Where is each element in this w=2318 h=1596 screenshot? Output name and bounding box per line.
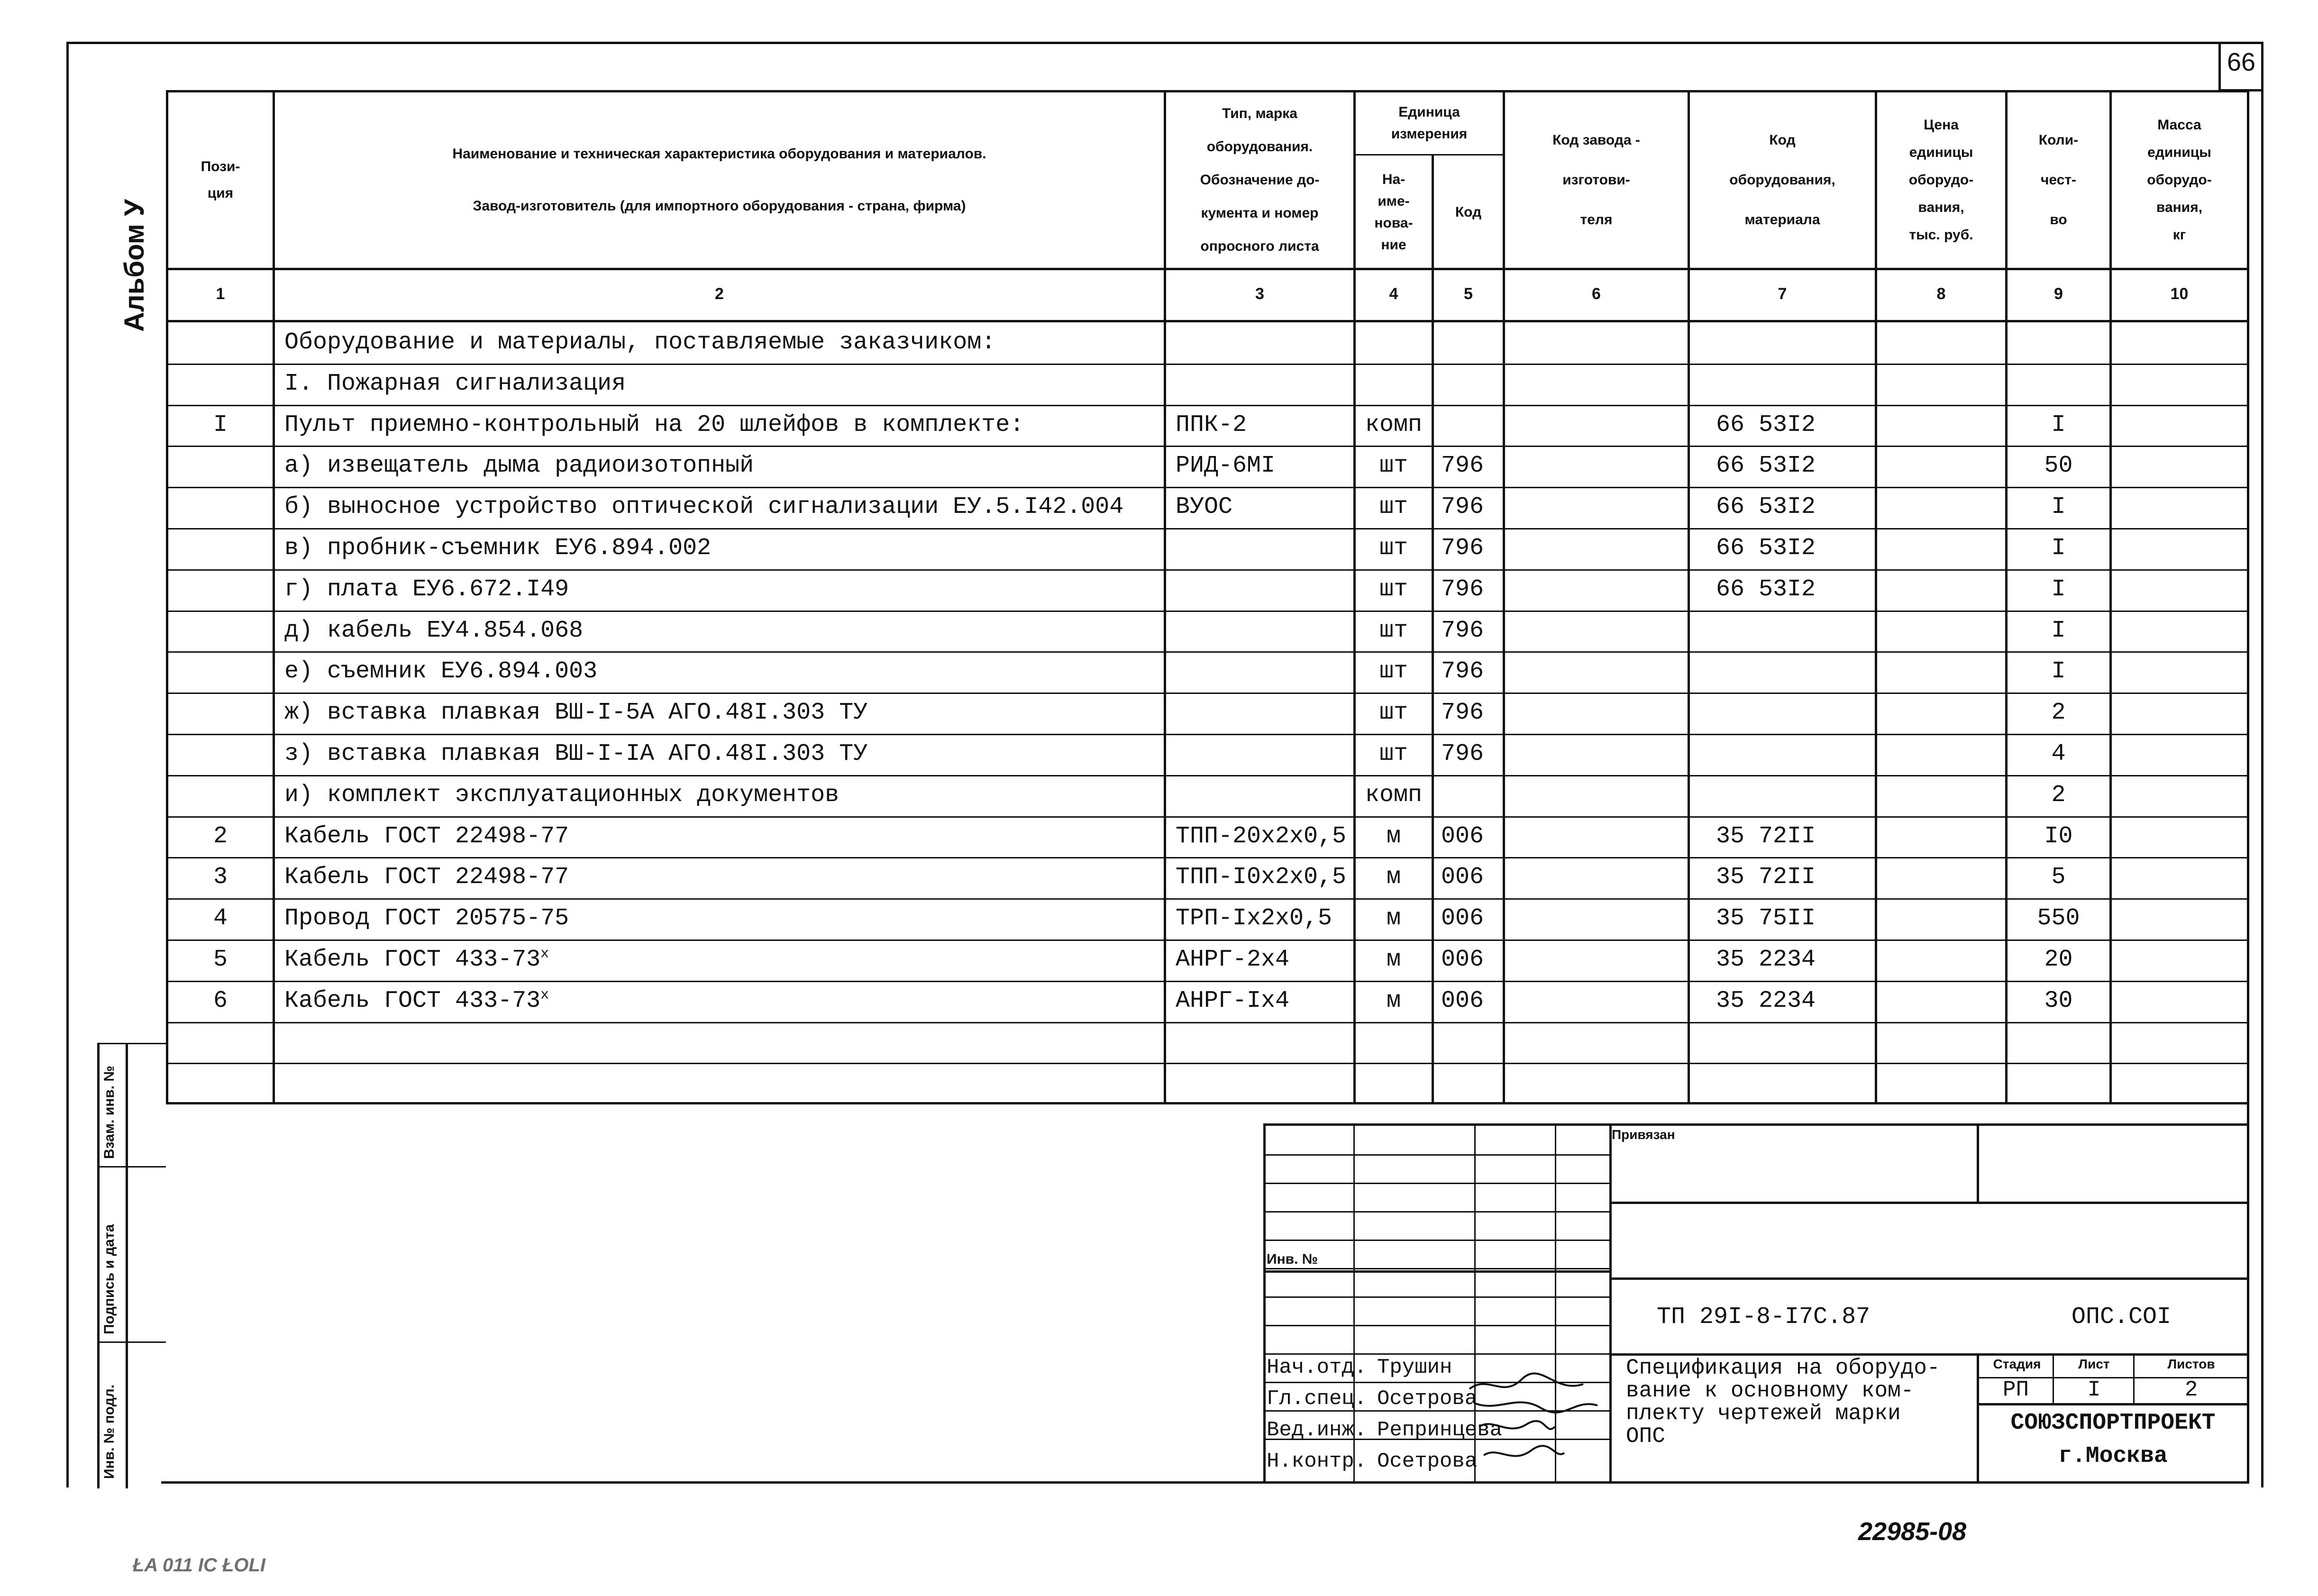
cell-equip: 35 72II (1716, 823, 1816, 850)
cell-name: Провод ГОСТ 20575-75 (284, 905, 569, 932)
cell-name-superscript: х (540, 987, 549, 1003)
cell-type: АНРГ-Iх4 (1176, 987, 1290, 1014)
cell-factory (1505, 734, 1688, 775)
hdr-col1: Пози- ция (201, 159, 240, 201)
cell-name-text: Кабель ГОСТ 433-73 (284, 987, 541, 1014)
cell-qty (2008, 322, 2109, 363)
tb-sheets: 2 (2184, 1377, 2198, 1402)
handwritten-signatures (1460, 1370, 1602, 1479)
cell-pos (168, 1022, 273, 1063)
cell-equip: 35 2234 (1716, 946, 1816, 973)
sheet-box-left (2218, 42, 2221, 89)
tb-left (1263, 1123, 1266, 1484)
hdr-col4: На- име- нова- ние (1374, 171, 1413, 253)
tb-stage-label: Стадия (1993, 1357, 2041, 1371)
cell-type (1176, 322, 1353, 363)
cell-type: ВУОС (1176, 493, 1233, 520)
stamp-mid (126, 1043, 128, 1488)
cell-code (1441, 1063, 1503, 1104)
stamp-vzam-inv: Взам. инв. № (101, 1066, 117, 1159)
cell-equip (1716, 322, 1875, 363)
cell-pos: 6 (213, 987, 228, 1014)
cell-mass (2112, 939, 2247, 980)
hdr-col6: Код завода - изготови- теля (1552, 132, 1640, 228)
cell-equip (1716, 693, 1875, 733)
cell-mass (2112, 487, 2247, 528)
cell-qty: 30 (2044, 987, 2073, 1014)
cell-mass (2112, 898, 2247, 939)
colnum-5: 5 (1464, 285, 1473, 303)
tb-privyazan: Привязан (1612, 1127, 1675, 1142)
cell-factory (1505, 405, 1688, 446)
frame-left (66, 42, 69, 1487)
cell-equip: 66 53I2 (1716, 411, 1816, 438)
cell-type: ТПП-I0х2х0,5 (1176, 864, 1347, 891)
sig-row-line (1263, 1211, 1609, 1213)
cell-code: 796 (1441, 576, 1484, 603)
frame-top (66, 42, 2261, 44)
cell-unit: комп (1365, 411, 1423, 438)
cell-price (1877, 528, 2005, 569)
sig-row-line (1263, 1353, 1609, 1355)
cell-type (1176, 1022, 1353, 1063)
cell-mass (2112, 857, 2247, 898)
tb-sheet: I (2087, 1377, 2101, 1402)
cell-unit: м (1386, 823, 1401, 850)
cell-name: Оборудование и материалы, поставляемые заказчиком: (284, 329, 996, 356)
cell-unit: шт (1379, 452, 1408, 479)
cell-mass (2112, 981, 2247, 1021)
cell-code: 796 (1441, 699, 1484, 726)
colnum-8: 8 (1936, 285, 1946, 303)
cell-factory (1505, 569, 1688, 610)
cell-unit: шт (1379, 740, 1408, 767)
cell-equip (1716, 734, 1875, 775)
cell-factory (1505, 693, 1688, 733)
tb-right (2247, 1102, 2249, 1484)
table-bottom (166, 1102, 2249, 1104)
cell-factory (1505, 487, 1688, 528)
tb-sheets-label: Листов (2167, 1357, 2215, 1371)
cell-type (1176, 364, 1353, 404)
cell-type (1176, 651, 1353, 692)
cell-qty: 2 (2051, 782, 2066, 809)
cell-unit: м (1386, 946, 1401, 973)
cell-unit: шт (1379, 493, 1408, 520)
frame-right (2261, 42, 2263, 1487)
cell-factory (1505, 528, 1688, 569)
cell-price (1877, 446, 2005, 486)
cell-code: 006 (1441, 823, 1484, 850)
cell-factory (1505, 775, 1688, 816)
signature-role: Гл.спец. (1267, 1387, 1367, 1411)
cell-pos (168, 651, 273, 692)
cell-type: РИД-6МI (1176, 452, 1276, 479)
colnum-10: 10 (2170, 285, 2189, 303)
cell-price (1877, 857, 2005, 898)
cell-equip: 66 53I2 (1716, 493, 1816, 520)
cell-type: ППК-2 (1176, 411, 1247, 438)
cell-pos: I (213, 411, 228, 438)
cell-name: Кабель ГОСТ 22498-77 (284, 823, 569, 850)
tb-privyazan-split (1977, 1123, 1979, 1202)
hdr-col9: Коли- чест- во (2038, 132, 2079, 228)
cell-type: ТПП-20х2х0,5 (1176, 823, 1347, 850)
cell-mass (2112, 1063, 2247, 1104)
cell-name: I. Пожарная сигнализация (284, 370, 626, 397)
cell-equip (1716, 611, 1875, 651)
cell-code: 796 (1441, 452, 1484, 479)
sig-row-line (1263, 1183, 1609, 1184)
cell-price (1877, 364, 2005, 404)
tb-inv-no: Инв. № (1267, 1251, 1318, 1267)
tb-doc-title: Спецификация на оборудо- вание к основному ком- плекту чертежей марки ОПС (1626, 1356, 1940, 1449)
colnum-6: 6 (1592, 285, 1601, 303)
cell-price (1877, 816, 2005, 857)
cell-qty: I (2051, 535, 2066, 562)
cell-price (1877, 1022, 2005, 1063)
cell-equip (1716, 651, 1875, 692)
cell-factory (1505, 1022, 1688, 1063)
cell-pos: 5 (213, 946, 228, 973)
signature-name: Осетрова (1377, 1450, 1478, 1473)
cell-mass (2112, 816, 2247, 857)
cell-price (1877, 651, 2005, 692)
cell-code (1441, 1022, 1503, 1063)
cell-pos (168, 364, 273, 404)
cell-type (1176, 569, 1353, 610)
cell-pos (168, 569, 273, 610)
cell-equip: 66 53I2 (1716, 576, 1816, 603)
cell-pos (168, 446, 273, 486)
cell-qty: 2 (2051, 699, 2066, 726)
stamp-div1 (97, 1166, 166, 1167)
cell-factory (1505, 651, 1688, 692)
cell-name (284, 939, 1161, 980)
cell-price (1877, 981, 2005, 1021)
signature-name: Трушин (1377, 1356, 1452, 1379)
cell-type (1176, 611, 1353, 651)
hdr-unit: Единица измерения (1391, 104, 1468, 142)
cell-pos (168, 1063, 273, 1104)
cell-code: 796 (1441, 740, 1484, 767)
cell-mass (2112, 569, 2247, 610)
colnum-9: 9 (2054, 285, 2063, 303)
cell-mass (2112, 405, 2247, 446)
cell-unit (1356, 364, 1432, 404)
cell-mass (2112, 528, 2247, 569)
sig-inv-line (1263, 1270, 1609, 1273)
hdr-col3: Тип, марка оборудования. Обозначение до- кумента и номер опросного листа (1200, 106, 1320, 254)
cell-factory (1505, 816, 1688, 857)
stamp-top (97, 1043, 166, 1044)
cell-qty: I0 (2044, 823, 2073, 850)
colnum-3: 3 (1255, 285, 1264, 303)
cell-price (1877, 1063, 2005, 1104)
cell-unit (1356, 322, 1432, 363)
cell-name: в) пробник-съемник ЕУ6.894.002 (284, 535, 712, 562)
cell-pos: 3 (213, 864, 228, 891)
signature-role: Вед.инж. (1267, 1418, 1367, 1442)
cell-code: 796 (1441, 535, 1484, 562)
cell-name: д) кабель ЕУ4.854.068 (284, 617, 584, 644)
cell-pos (168, 775, 273, 816)
cell-type: ТРП-Iх2х0,5 (1176, 905, 1332, 932)
cell-name: ж) вставка плавкая ВШ-I-5А АГО.48I.303 ТУ (284, 699, 868, 726)
cell-mass (2112, 364, 2247, 404)
cell-unit: м (1386, 987, 1401, 1014)
cell-equip: 35 72II (1716, 864, 1816, 891)
cell-type (1176, 775, 1353, 816)
cell-type (1176, 528, 1353, 569)
hdr-col7: Код оборудования, материала (1729, 132, 1835, 228)
cell-type (1176, 693, 1353, 733)
cell-qty: I (2051, 411, 2066, 438)
cell-pos (168, 693, 273, 733)
cell-name: а) извещатель дыма радиоизотопный (284, 452, 754, 479)
sig-row-line (1263, 1240, 1609, 1241)
tb-top (1263, 1123, 2249, 1126)
stamp-inv-podl: Инв. № подл. (101, 1384, 117, 1479)
album-label: Альбом У (119, 199, 150, 332)
cell-equip: 66 53I2 (1716, 535, 1816, 562)
cell-qty: I (2051, 658, 2066, 685)
cell-code: 796 (1441, 493, 1484, 520)
cell-qty: 550 (2037, 905, 2080, 932)
cell-code (1441, 364, 1503, 404)
cell-factory (1505, 322, 1688, 363)
cell-qty (2008, 364, 2109, 404)
cell-equip (1716, 1022, 1875, 1063)
cell-equip: 35 2234 (1716, 987, 1816, 1014)
tb-sig-right (1609, 1123, 1612, 1484)
cell-qty: 5 (2051, 864, 2066, 891)
cell-pos (168, 734, 273, 775)
cell-mass (2112, 775, 2247, 816)
tb-line-1 (1609, 1202, 2249, 1204)
tb-bottom (161, 1481, 2249, 1484)
cell-price (1877, 569, 2005, 610)
cell-factory (1505, 981, 1688, 1021)
footer-left-code: ŁA 011 IC ŁOLI (133, 1555, 266, 1576)
cell-equip (1716, 364, 1875, 404)
cell-mass (2112, 651, 2247, 692)
cell-code: 006 (1441, 946, 1484, 973)
stamp-signature-date: Подпись и дата (101, 1224, 117, 1334)
cell-pos: 2 (213, 823, 228, 850)
tb-org: СОЮЗСПОРТПРОЕКТ (2010, 1410, 2216, 1436)
cell-equip: 35 75II (1716, 905, 1816, 932)
cell-name (284, 1063, 1161, 1104)
cell-unit: м (1386, 864, 1401, 891)
sig-row-line (1263, 1154, 1609, 1156)
hdr-col10: Масса единицы оборудо- вания, кг (2147, 117, 2212, 243)
cell-price (1877, 939, 2005, 980)
cell-unit: шт (1379, 617, 1408, 644)
cell-pos (168, 322, 273, 363)
cell-equip (1716, 1063, 1875, 1104)
cell-pos: 4 (213, 905, 228, 932)
cell-unit: шт (1379, 535, 1408, 562)
cell-equip: 66 53I2 (1716, 452, 1816, 479)
cell-factory (1505, 611, 1688, 651)
cell-price (1877, 898, 2005, 939)
tb-doc-code: ТП 29I-8-I7С.87 (1657, 1304, 1871, 1331)
col-line-10 (2247, 90, 2249, 1104)
hdr-col5: Код (1455, 204, 1482, 220)
cell-code: 796 (1441, 617, 1484, 644)
cell-type: АНРГ-2х4 (1176, 946, 1290, 973)
cell-factory (1505, 939, 1688, 980)
cell-code: 006 (1441, 905, 1484, 932)
cell-name: г) плата ЕУ6.672.I49 (284, 576, 569, 603)
cell-qty: 4 (2051, 740, 2066, 767)
cell-code: 796 (1441, 658, 1484, 685)
colnum-7: 7 (1778, 285, 1787, 303)
cell-factory (1505, 1063, 1688, 1104)
cell-qty: I (2051, 576, 2066, 603)
cell-code: 006 (1441, 864, 1484, 891)
cell-name-superscript: х (540, 946, 549, 962)
cell-factory (1505, 898, 1688, 939)
cell-equip (1716, 775, 1875, 816)
cell-code: 006 (1441, 987, 1484, 1014)
cell-unit: м (1386, 905, 1401, 932)
footer-code: 22985-08 (1858, 1517, 1967, 1546)
cell-type (1176, 734, 1353, 775)
cell-mass (2112, 734, 2247, 775)
cell-type (1176, 1063, 1353, 1104)
cell-name: б) выносное устройство оптической сигнализации ЕУ.5.I42.004 (284, 493, 1124, 520)
cell-qty: I (2051, 617, 2066, 644)
cell-unit: шт (1379, 576, 1408, 603)
tb-mark: ОПС.СОI (2072, 1304, 2172, 1331)
unit-split (1353, 154, 1503, 155)
tb-stage: РП (2002, 1377, 2029, 1402)
cell-code (1441, 775, 1503, 816)
cell-price (1877, 693, 2005, 733)
cell-name: и) комплект эксплуатационных документов (284, 782, 840, 809)
cell-unit: шт (1379, 658, 1408, 685)
cell-price (1877, 734, 2005, 775)
cell-name: Кабель ГОСТ 22498-77 (284, 864, 569, 891)
cell-price (1877, 405, 2005, 446)
sig-row-line (1263, 1325, 1609, 1326)
cell-name: Пульт приемно-контрольный на 20 шлейфов в комплекте: (284, 411, 1024, 438)
cell-qty: I (2051, 493, 2066, 520)
cell-qty: 20 (2044, 946, 2073, 973)
stamp-left (97, 1043, 100, 1488)
tb-stage-line-2 (1977, 1403, 2249, 1405)
cell-price (1877, 322, 2005, 363)
cell-factory (1505, 364, 1688, 404)
cell-mass (2112, 322, 2247, 363)
cell-name: з) вставка плавкая ВШ-I-IА АГО.48I.303 ТУ (284, 740, 868, 767)
sig-row-line (1263, 1268, 1609, 1269)
hdr-col2: Наименование и техническая характеристика оборудования и материалов. Завод-изготовитель (для импортного оборудования - страна, фирма) (452, 146, 986, 214)
cell-unit: шт (1379, 699, 1408, 726)
hdr-col8: Цена единицы оборудо- вания, тыс. руб. (1908, 117, 1974, 243)
signature-role: Нач.отд. (1267, 1356, 1367, 1379)
cell-unit: комп (1365, 782, 1423, 809)
cell-price (1877, 487, 2005, 528)
cell-name (284, 981, 1161, 1021)
stamp-div2 (97, 1341, 166, 1343)
tb-stage-col1 (2053, 1353, 2054, 1403)
cell-unit (1356, 1022, 1432, 1063)
cell-name (284, 1022, 1161, 1063)
cell-unit (1356, 1063, 1432, 1104)
signature-role: Н.контр. (1267, 1450, 1367, 1473)
cell-price (1877, 775, 2005, 816)
sig-row-line (1263, 1296, 1609, 1298)
cell-pos (168, 487, 273, 528)
cell-factory (1505, 446, 1688, 486)
cell-qty: 50 (2044, 452, 2073, 479)
tb-city: г.Москва (2058, 1443, 2168, 1469)
sheet-number: 66 (2227, 48, 2256, 76)
tb-sheet-label: Лист (2078, 1357, 2110, 1371)
colnum-2: 2 (715, 285, 724, 303)
cell-qty (2008, 1022, 2109, 1063)
cell-pos (168, 528, 273, 569)
tb-stage-col2 (2133, 1353, 2135, 1403)
cell-code (1441, 322, 1503, 363)
cell-price (1877, 611, 2005, 651)
cell-qty (2008, 1063, 2109, 1104)
tb-line-2 (1609, 1277, 2249, 1280)
signature-name: Осетрова (1377, 1387, 1478, 1411)
cell-pos (168, 611, 273, 651)
cell-code (1441, 405, 1503, 446)
colnum-4: 4 (1389, 285, 1398, 303)
cell-name: е) съемник ЕУ6.894.003 (284, 658, 598, 685)
cell-name-text: Кабель ГОСТ 433-73 (284, 946, 541, 973)
cell-mass (2112, 1022, 2247, 1063)
cell-mass (2112, 693, 2247, 733)
colnum-1: 1 (216, 285, 225, 303)
cell-factory (1505, 857, 1688, 898)
cell-mass (2112, 611, 2247, 651)
signature-name: Репринцева (1377, 1418, 1503, 1442)
cell-mass (2112, 446, 2247, 486)
